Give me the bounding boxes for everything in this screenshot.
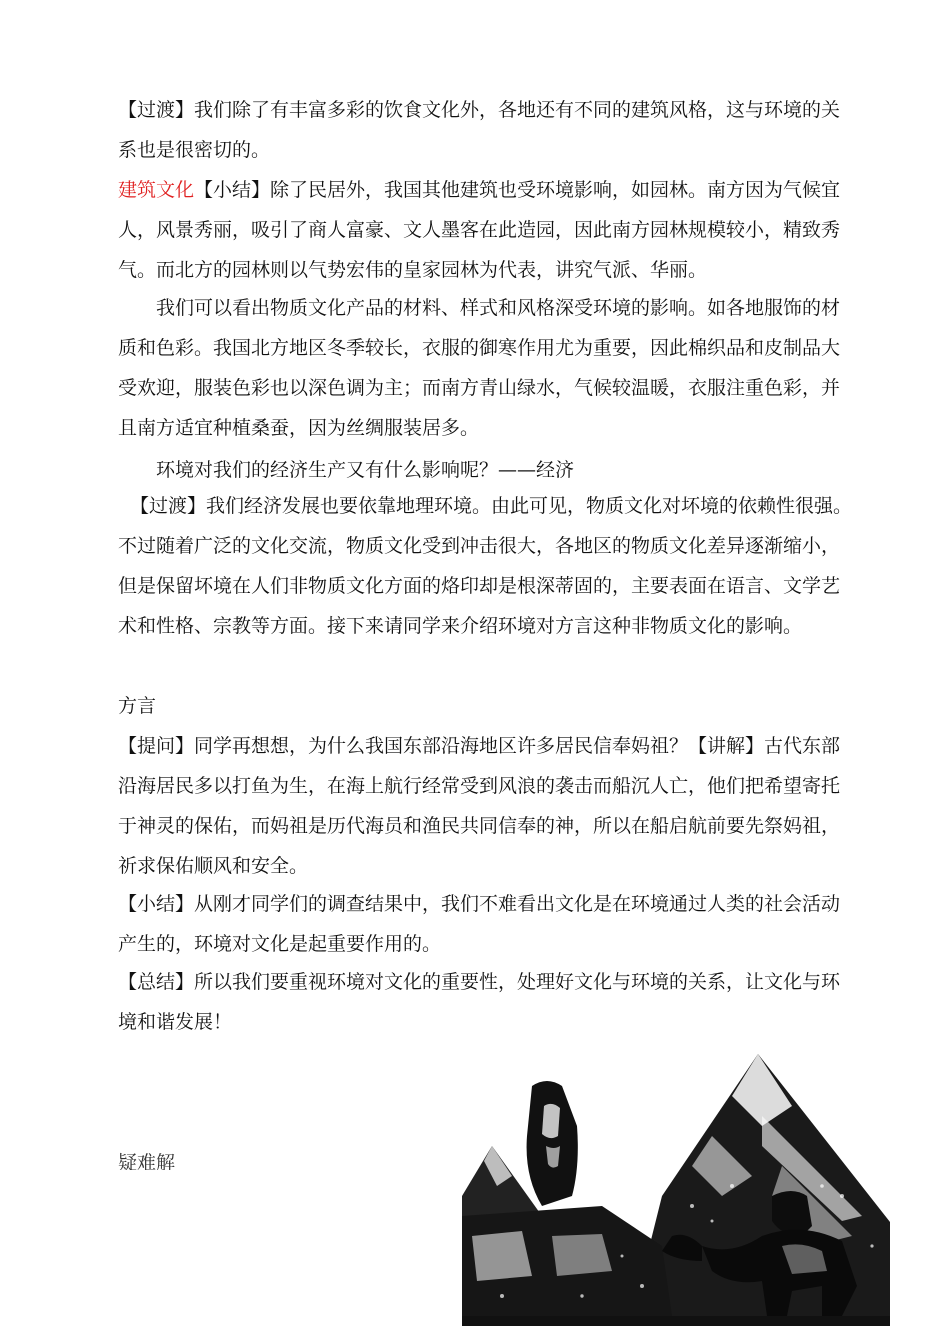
paragraph-mazu-question: 【提问】同学再想想，为什么我国东部沿海地区许多居民信奉妈祖？【讲解】古代东部沿海居民多以打鱼为生，在海上航行经常受到风浪的袭击而船沉人亡，他们把希望寄托于神灵的保佑，而妈祖是历代海员和渔民共同信奉的神，所以在船启航前要先祭妈祖，祈求保佑顺风和安全。 [118,735,841,877]
paragraph-architecture-text: 【小结】除了民居外，我国其他建筑也受环境影响，如园林。南方因为气候宜人，风景秀丽，吸引了商人富豪、文人墨客在此造园，因此南方园林规模较小，精致秀气。而北方的园林则以气势宏伟的皇家园林为代表，讲究气派、华丽。 [118,179,841,281]
paragraph-transition-economy: 【过渡】我们经济发展也要依靠地理环境。由此可见，物质文化对坏境的依赖性很强。不过随着广泛的文化交流，物质文化受到冲击很大，各地区的物质文化差异逐渐缩小，但是保留坏境在人们非物质文化方面的烙印却是根深蒂固的，主要表面在语言、文学艺术和性格、宗教等方面。接下来请同学来介绍环境对方言这种非物质文化的影响。 [118,495,853,637]
paragraph-conclusion: 【总结】所以我们要重视环境对文化的重要性，处理好文化与环境的关系，让文化与环境和谐发展！ [118,971,841,1033]
paragraph-economy-question: 环境对我们的经济生产又有什么影响呢？——经济 [156,459,575,481]
paragraph-summary: 【小结】从刚才同学们的调查结果中，我们不难看出文化是在环境通过人类的社会活动产生的，环境对文化是起重要作用的。 [118,893,841,955]
section-label-architecture: 建筑文化 [118,179,195,201]
footer-label: 疑难解 [118,1152,176,1170]
paragraph-transition-architecture: 【过渡】我们除了有丰富多彩的饮食文化外，各地还有不同的建筑风格，这与环境的关系也是很密切的。 [118,99,841,161]
pyramid-sphinx-illustration [462,1046,890,1326]
paragraph-architecture-summary [118,170,858,290]
section-heading-dialect: 方言 [118,695,157,717]
paragraph-material-culture: 我们可以看出物质文化产品的材料、样式和风格深受环境的影响。如各地服饰的材质和色彩。我国北方地区冬季较长，衣服的御寒作用尤为重要，因此棉织品和皮制品大受欢迎，服装色彩也以深色调为主；而南方青山绿水，气候较温暖，衣服注重色彩，并且南方适宜种植桑蚕，因为丝绸服装居多。 [118,297,841,439]
